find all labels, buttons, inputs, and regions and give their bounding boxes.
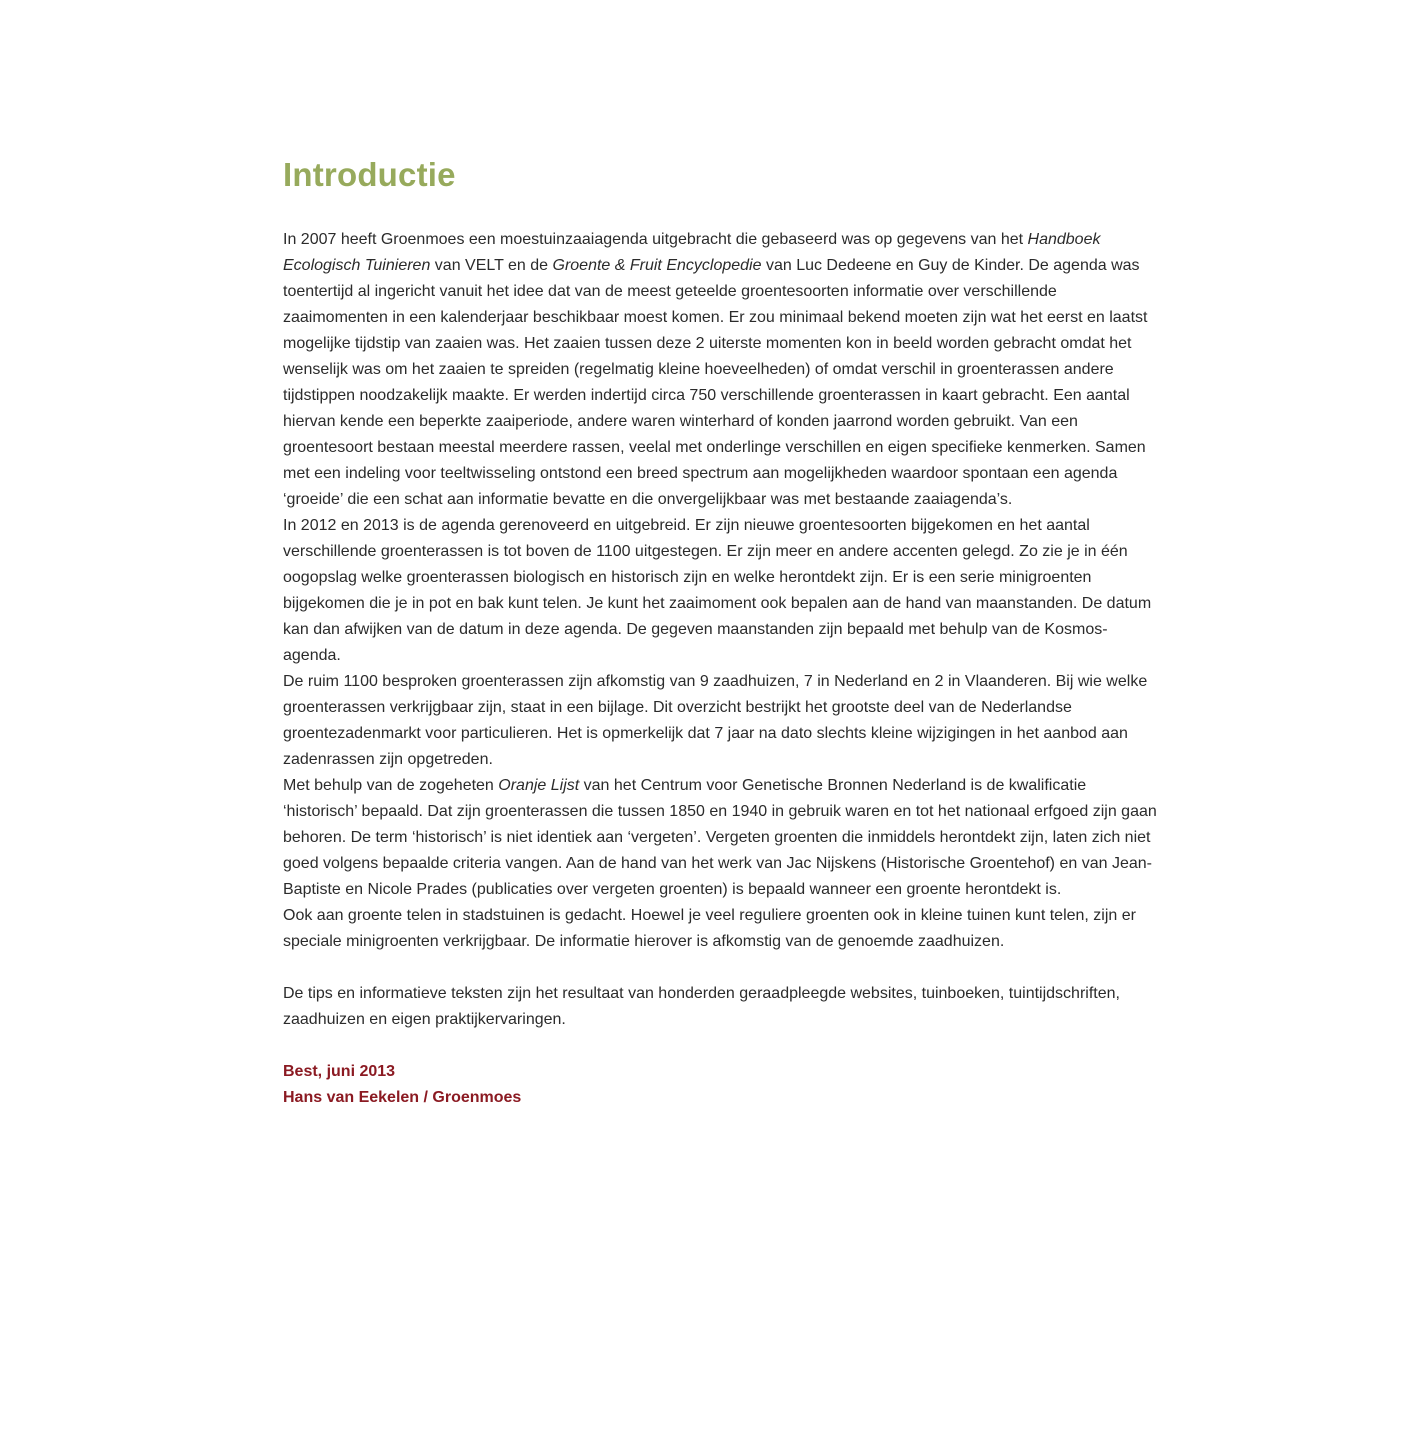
text-run: Met behulp van de zogeheten (283, 776, 499, 794)
text-run: van Luc Dedeene en Guy de Kinder. De agenda was toentertijd al ingericht vanuit het idee dat van de meest geteelde groentesoorten informatie over verschillende zaaimomenten in een kalenderjaar beschikbaar moest komen. Er zou minimaal bekend moeten zijn wat het eerst en laatst mogelijke tijdstip van zaaien was. Het zaaien tussen deze 2 uiterste momenten kon in beeld worden gebracht omdat het wenselijk was om het zaaien te spreiden (regelmatig kleine hoeveelheden) of omdat verschil in groenterassen andere tijdstippen noodzakelijk maakte. Er werden indertijd circa 750 verschillende groenterassen in kaart gebracht. Een aantal hiervan kende een beperkte zaaiperiode, andere waren winterhard of konden jaarrond worden gebruikt. Van een groentesoort bestaan meestal meerdere rassen, veelal met onderlinge verschillen en eigen specifieke kenmerken. Samen met een indeling voor teeltwisseling ontstond een breed spectrum aan mogelijkheden waardoor spontaan een agenda ‘groeide’ die een schat aan informatie bevatte en die onvergelijkbaar was met bestaande zaaiagenda’s. (283, 256, 1148, 508)
text-run: Ook aan groente telen in stadstuinen is gedacht. Hoewel je veel reguliere groenten ook in kleine tuinen kunt telen, zijn er speciale minigroenten verkrijgbaar. De informatie hierover is afkomstig van de genoemde zaadhuizen. (283, 906, 1136, 950)
document-page (283, 155, 1163, 1111)
text-run: van het Centrum voor Genetische Bronnen Nederland is de kwalificatie ‘historisch’ bepaald. Dat zijn groenterassen die tussen 1850 en 1940 in gebruik waren en tot het nationaal erfgoed zijn gaan behoren. De term ‘historisch’ is niet identiek aan ‘vergeten’. Vergeten groenten die inmiddels herontdekt zijn, laten zich niet goed volgens bepaalde criteria vangen. Aan de hand van het werk van Jac Nijskens (Historische Groentehof) en van Jean-Baptiste en Nicole Prades (publicaties over vergeten groenten) is bepaald wanneer een groente herontdekt is. (283, 776, 1157, 898)
text-run: In 2007 heeft Groenmoes een moestuinzaaiagenda uitgebracht die gebaseerd was op gegevens van het (283, 230, 1028, 248)
book-title-handboek: Handboek Ecologisch Tuinieren (283, 230, 1101, 274)
book-title-encyclopedie: Groente & Fruit Encyclopedie (552, 256, 762, 274)
text-run: De ruim 1100 besproken groenterassen zijn afkomstig van 9 zaadhuizen, 7 in Nederland en 2 in Vlaanderen. Bij wie welke groenterassen verkrijgbaar zijn, staat in een bijlage. Dit overzicht bestrijkt het grootste deel van de Nederlandse groentezadenmarkt voor particulieren. Het is opmerkelijk dat 7 jaar na dato slechts kleine wijzigingen in het aanbod aan zadenrassen zijn opgetreden. (283, 672, 1148, 768)
paragraph-3 (283, 669, 1163, 773)
list-title-oranje-lijst: Oranje Lijst (498, 776, 580, 794)
text-run: van VELT en de (430, 256, 553, 274)
paragraph-2 (283, 513, 1163, 669)
intro-body (283, 227, 1163, 1111)
page-title: Introductie (283, 156, 456, 193)
signature-place-date: Best, juni 2013 (283, 1062, 396, 1080)
spacer (283, 1033, 1163, 1059)
text-run: In 2012 en 2013 is de agenda gerenoveerd en uitgebreid. Er zijn nieuwe groentesoorten bijgekomen en het aantal verschillende groenterassen is tot boven de 1100 uitgestegen. Er zijn meer en andere accenten gelegd. Zo zie je in één oogopslag welke groenterassen biologisch en historisch zijn en welke herontdekt zijn. Er is een serie minigroenten bijgekomen die je in pot en bak kunt telen. Je kunt het zaaimoment ook bepalen aan de hand van maanstanden. De datum kan dan afwijken van de datum in deze agenda. De gegeven maanstanden zijn bepaald met behulp van de Kosmos-agenda. (283, 516, 1152, 664)
paragraph-1 (283, 227, 1163, 513)
spacer (283, 955, 1163, 981)
paragraph-5 (283, 903, 1163, 955)
closing-paragraph: De tips en informatieve teksten zijn het resultaat van honderden geraadpleegde websites, tuinboeken, tuintijdschriften, zaadhuizen en eigen praktijkervaringen. (283, 984, 1120, 1028)
signature-author: Hans van Eekelen / Groenmoes (283, 1088, 522, 1106)
paragraph-4 (283, 773, 1163, 903)
